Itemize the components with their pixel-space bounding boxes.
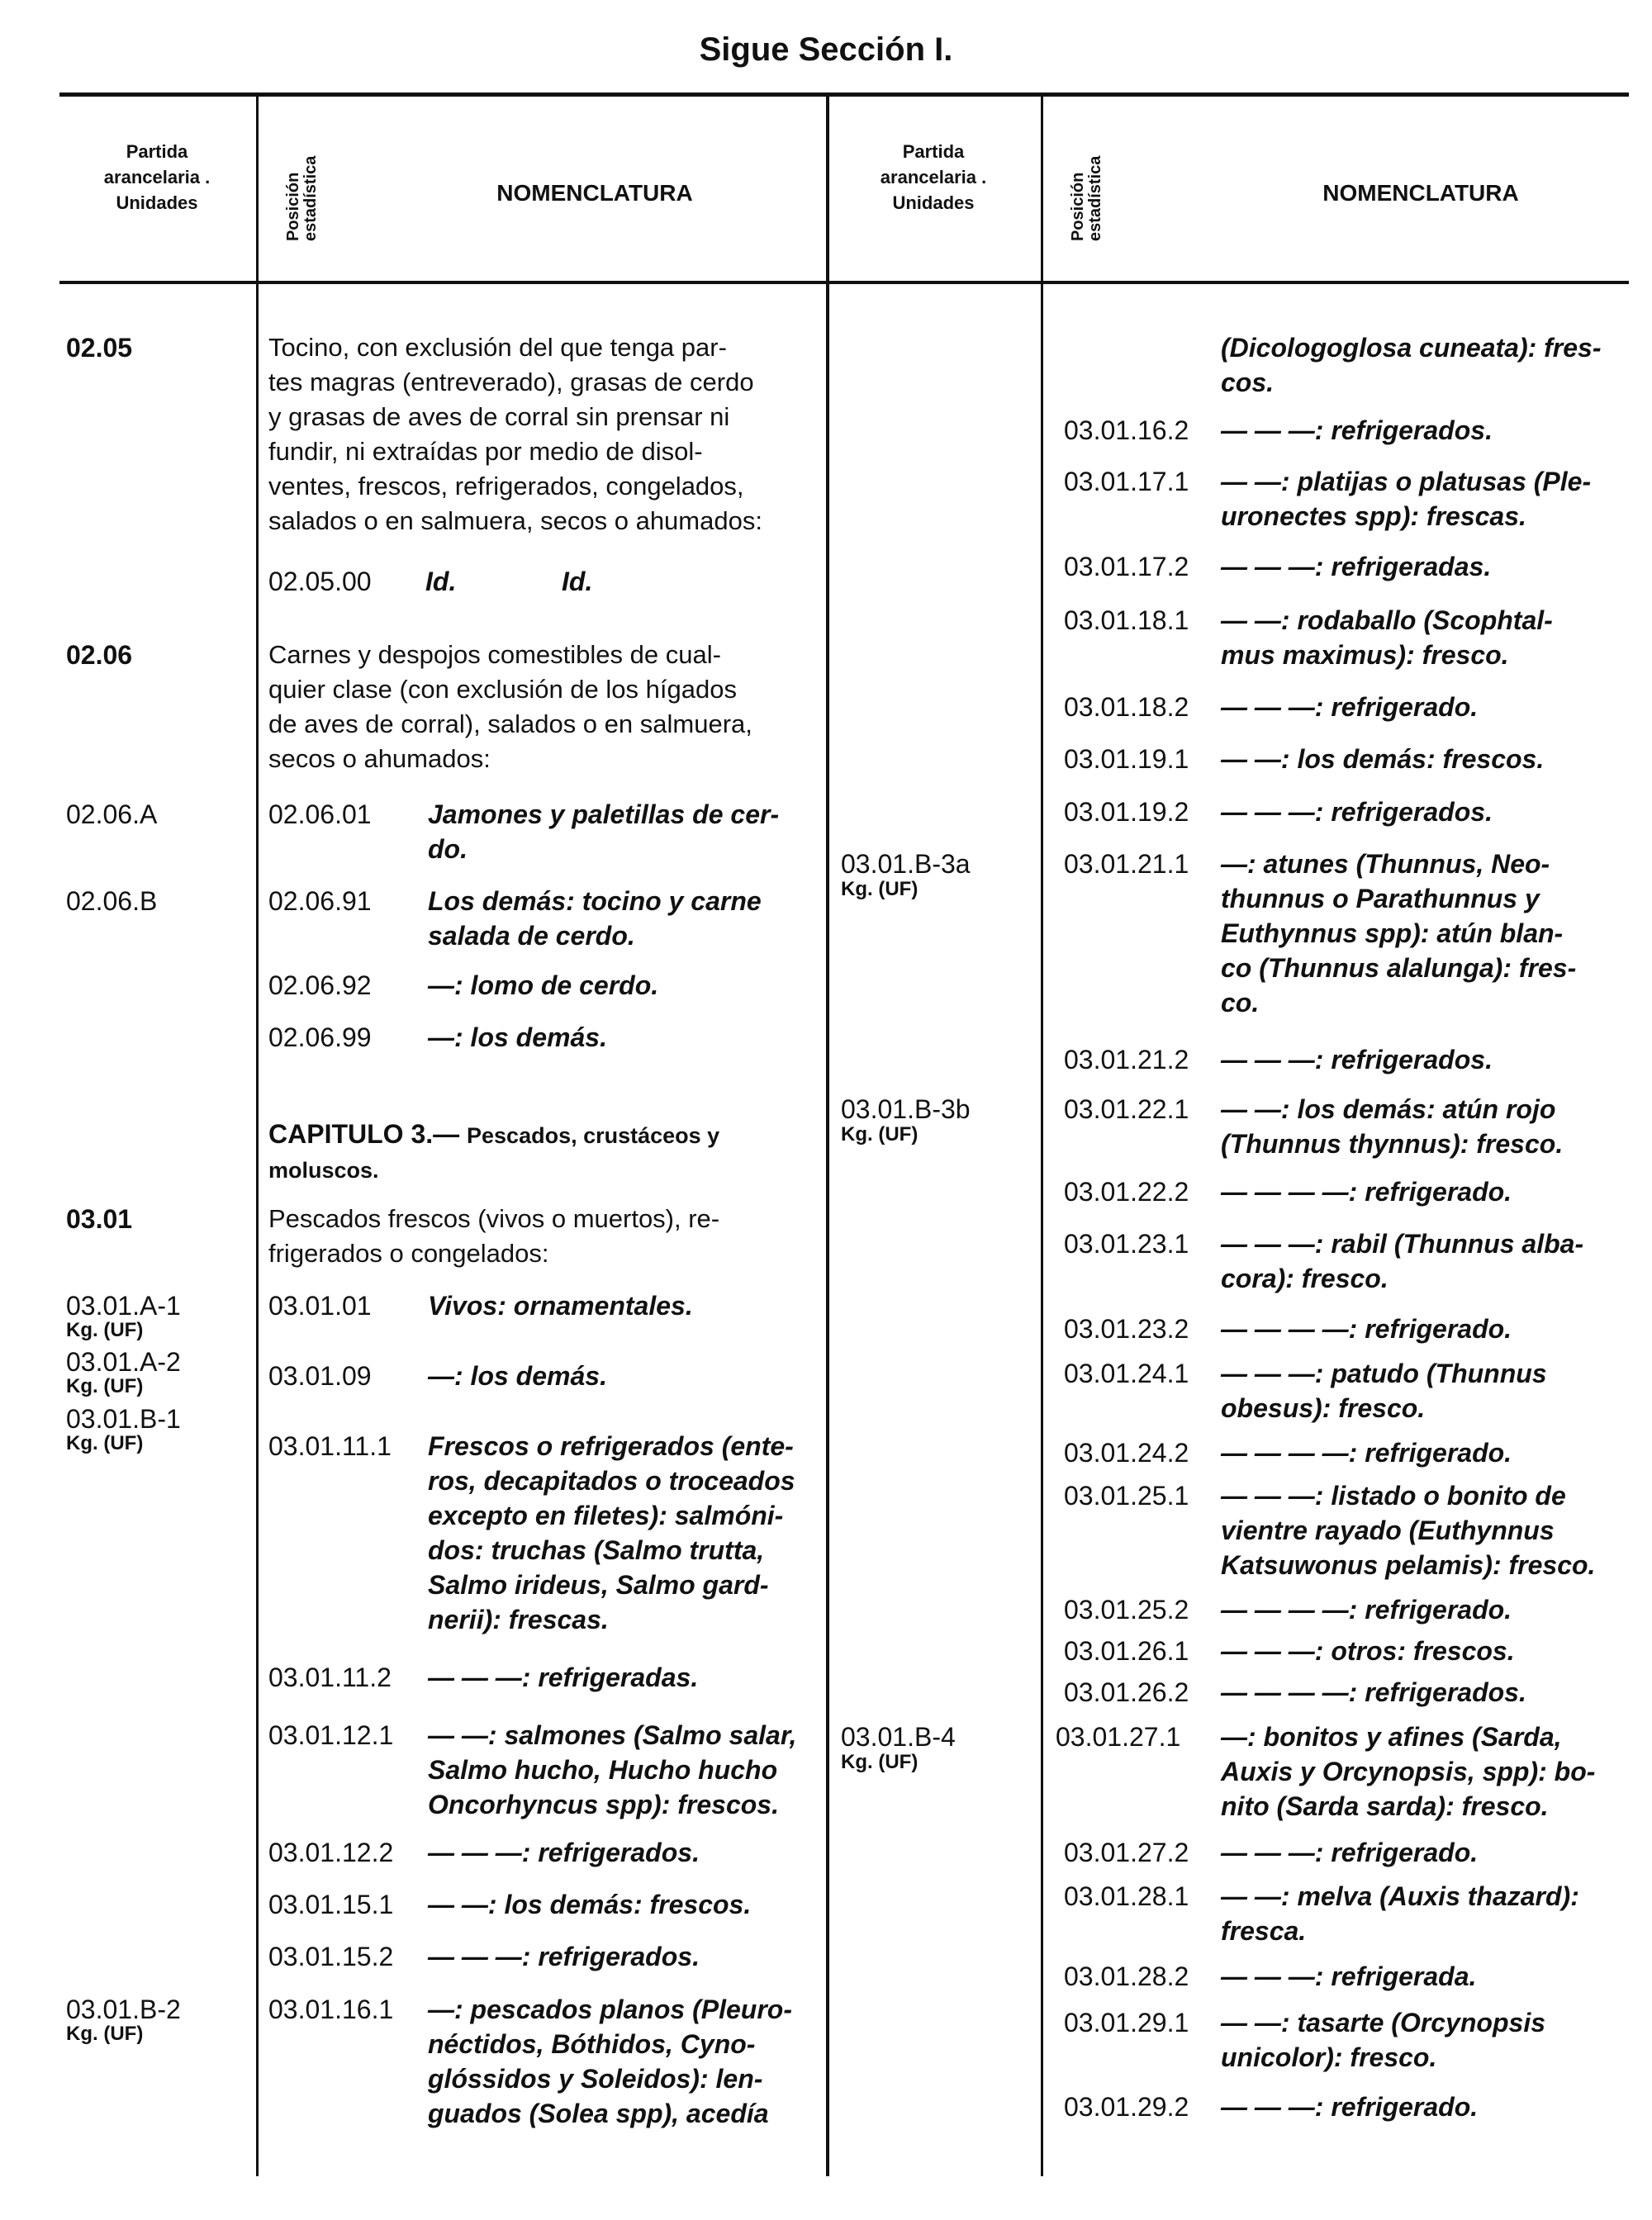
desc-0301282: — — —: refrigerada. [1221,1961,1477,1991]
pos-0301171: 03.01.17.1 [1064,467,1189,496]
pos-0301111: 03.01.11.1 [268,1431,392,1461]
desc-020500-b: Id. [562,567,593,596]
unit-0301B4: Kg. (UF) [841,1751,919,1773]
desc-020692: —: lomo de cerdo. [428,970,659,1000]
pos-0301192: 03.01.19.2 [1064,797,1189,827]
desc-0301161: —: pescados planos (Pleuro- néctidos, Bóthidos, Cyno- glóssidos y Soleidos): len- guados (Solea spp), acedía [428,1995,792,2128]
desc-0301232: — — — —: refrigerado. [1221,1314,1512,1344]
desc-030109: —: los demás. [428,1361,607,1391]
code-0301: 03.01 [66,1204,133,1234]
desc-0301191: — —: los demás: frescos. [1221,744,1545,774]
desc-0301271: —: bonitos y afines (Sarda, Auxis y Orcynopsis, spp): bo- nito (Sarda sarda): fresco. [1221,1722,1596,1821]
pos-0301221: 03.01.22.1 [1064,1094,1189,1124]
pos-0301291: 03.01.29.1 [1064,2008,1189,2037]
page-title: Sigue Sección I. [699,31,953,68]
pos-0301191: 03.01.19.1 [1064,744,1189,774]
desc-030101: Vivos: ornamentales. [428,1291,693,1321]
code-0301B4: 03.01.B-4 [841,1722,956,1752]
desc-0301242: — — — —: refrigerado. [1221,1438,1512,1468]
desc-020699: —: los demás. [428,1022,607,1052]
header-posicion-right: Posición estadística [1069,155,1104,241]
unit-0301B3a: Kg. (UF) [841,878,919,900]
pos-0301272: 03.01.27.2 [1064,1838,1189,1867]
desc-0301152: — — —: refrigerados. [428,1942,700,1971]
code-0301A1: 03.01.A-1 [66,1291,181,1321]
code-0206: 02.06 [66,640,133,670]
pos-0301252: 03.01.25.2 [1064,1595,1189,1625]
desc-0301151: — —: los demás: frescos. [428,1890,752,1919]
code-0301B3a: 03.01.B-3a [841,849,971,879]
header-posicion-left: Posición estadística [284,155,320,241]
pos-020691: 02.06.91 [268,886,372,916]
pos-0301242: 03.01.24.2 [1064,1438,1189,1468]
pos-030101: 03.01.01 [268,1291,372,1321]
desc-0301212: — — —: refrigerados. [1221,1045,1493,1074]
pos-0301172: 03.01.17.2 [1064,552,1189,581]
desc-0301291: — —: tasarte (Orcynopsis unicolor): fresco. [1221,2008,1545,2072]
pos-020692: 02.06.92 [268,970,372,1000]
desc-0301112: — — —: refrigeradas. [428,1663,699,1692]
pos-0301121: 03.01.12.1 [268,1720,394,1750]
pos-020699: 02.06.99 [268,1022,372,1052]
pos-0301212: 03.01.21.2 [1064,1045,1189,1074]
pos-0301271: 03.01.27.1 [1056,1722,1181,1752]
pos-0301211: 03.01.21.1 [1064,849,1189,879]
pos-0301251: 03.01.25.1 [1064,1481,1189,1511]
unit-0301A2: Kg. (UF) [66,1375,144,1397]
desc-0301111: Frescos o refrigerados (ente- ros, decapitados o troceados excepto en filetes): salmóni- dos: truchas (Salmo trutta, Salmo irideus, Salmo gard- nerii): frescas. [428,1431,795,1634]
desc-0301292: — — —: refrigerado. [1221,2092,1479,2122]
code-0301A2: 03.01.A-2 [66,1347,181,1377]
desc-0301172: — — —: refrigeradas. [1221,552,1492,581]
code-0301B2: 03.01.B-2 [66,1995,181,2024]
unit-0301B3b: Kg. (UF) [841,1123,919,1146]
unit-0301B2: Kg. (UF) [66,2023,144,2045]
desc-0301162: — — —: refrigerados. [1221,415,1493,445]
pos-030109: 03.01.09 [268,1361,372,1391]
pos-0301292: 03.01.29.2 [1064,2092,1189,2122]
desc-0301272: — — —: refrigerado. [1221,1838,1479,1867]
header-nomenclatura-right: NOMENCLATURA [1322,180,1519,206]
code-0206A: 02.06.A [66,799,158,829]
col-divider-center [826,95,829,2176]
desc-0301231: — — —: rabil (Thunnus alba- cora): fresco. [1221,1229,1584,1293]
desc-0301121: — —: salmones (Salmo salar, Salmo hucho, Hucho hucho Oncorhyncus spp): frescos. [428,1720,797,1819]
pos-0301152: 03.01.15.2 [268,1942,394,1971]
pos-0301151: 03.01.15.1 [268,1890,394,1919]
pos-0301261: 03.01.26.1 [1064,1636,1189,1666]
desc-0301122: — — —: refrigerados. [428,1838,700,1867]
desc-0301211: —: atunes (Thunnus, Neo- thunnus o Parathunnus y Euthynnus spp): atún blan- co (Thunnus alalunga): fres- co. [1221,849,1577,1017]
col-divider-right-1 [1041,95,1043,2176]
heading-0205: Tocino, con exclusión del que tenga par- tes magras (entreverado), grasas de cerdo y grasas de aves de corral sin prensar ni fundir, ni extraídas por medio de disol- ventes, frescos, refrigerados, congelados, salados o en salmuera, secos o ahumados: [268,333,762,535]
pos-0301162: 03.01.16.2 [1064,415,1189,445]
pos-0301262: 03.01.26.2 [1064,1677,1189,1707]
unit-0301A1: Kg. (UF) [66,1319,144,1341]
desc-020601: Jamones y paletillas de cer- do. [428,799,780,864]
desc-0301241: — — —: patudo (Thunnus obesus): fresco. [1221,1359,1547,1423]
heading-0301: Pescados frescos (vivos o muertos), re- frigerados o congelados: [268,1204,720,1268]
desc-0301192: — — —: refrigerados. [1221,797,1493,827]
pos-0301231: 03.01.23.1 [1064,1229,1189,1259]
pos-020500: 02.05.00 [268,567,372,596]
desc-0301222: — — — —: refrigerado. [1221,1177,1512,1207]
pos-0301112: 03.01.11.2 [268,1663,392,1692]
pos-0301161: 03.01.16.1 [268,1995,394,2024]
desc-0301262: — — — —: refrigerados. [1221,1677,1526,1707]
pos-0301222: 03.01.22.2 [1064,1177,1189,1207]
desc-0301252: — — — —: refrigerado. [1221,1595,1512,1625]
heading-0206: Carnes y despojos comestibles de cual- quier clase (con exclusión de los hígados de aves de corral), salados o en salmuera, secos o ahumados: [268,640,752,773]
col-divider-left-1 [256,95,259,2176]
header-bottom-rule [59,281,1629,284]
desc-0301251: — — —: listado o bonito de vientre rayado (Euthynnus Katsuwonus pelamis): fresco. [1221,1481,1596,1580]
pos-0301282: 03.01.28.2 [1064,1961,1189,1991]
pos-0301241: 03.01.24.1 [1064,1359,1189,1388]
desc-0301261: — — —: otros: frescos. [1221,1636,1515,1666]
desc-0301171: — —: platijas o platusas (Ple- uronectes spp): frescas. [1221,467,1592,531]
desc-020691: Los demás: tocino y carne salada de cerdo. [428,886,762,951]
desc-020500-a: Id. [425,567,457,596]
pos-020601: 02.06.01 [268,799,372,829]
pos-0301281: 03.01.28.1 [1064,1881,1189,1911]
header-partida-left: Partida arancelaria . Unidades [103,141,211,213]
pos-0301122: 03.01.12.2 [268,1838,394,1867]
pos-0301232: 03.01.23.2 [1064,1314,1189,1344]
header-nomenclatura-left: NOMENCLATURA [496,180,693,206]
desc-0301221: — —: los demás: atún rojo (Thunnus thynnus): fresco. [1221,1094,1564,1159]
unit-0301B1: Kg. (UF) [66,1432,144,1454]
desc-cont-0301161: (Dicologoglosa cuneata): fres- cos. [1221,333,1602,397]
code-0301B1: 03.01.B-1 [66,1404,181,1434]
code-0301B3b: 03.01.B-3b [841,1094,971,1124]
desc-0301281: — —: melva (Auxis thazard): fresca. [1221,1881,1579,1946]
code-0206B: 02.06.B [66,886,158,916]
pos-0301181: 03.01.18.1 [1064,605,1189,635]
desc-0301182: — — —: refrigerado. [1221,692,1479,722]
table-top-rule [59,92,1629,97]
code-0205: 02.05 [66,333,133,363]
pos-0301182: 03.01.18.2 [1064,692,1189,722]
desc-0301181: — —: rodaballo (Scophtal- mus maximus): fresco. [1221,605,1553,670]
chapter-3-heading: CAPITULO 3.— Pescados, crustáceos y moluscos. [268,1119,720,1183]
header-partida-right: Partida arancelaria . Unidades [880,141,987,213]
